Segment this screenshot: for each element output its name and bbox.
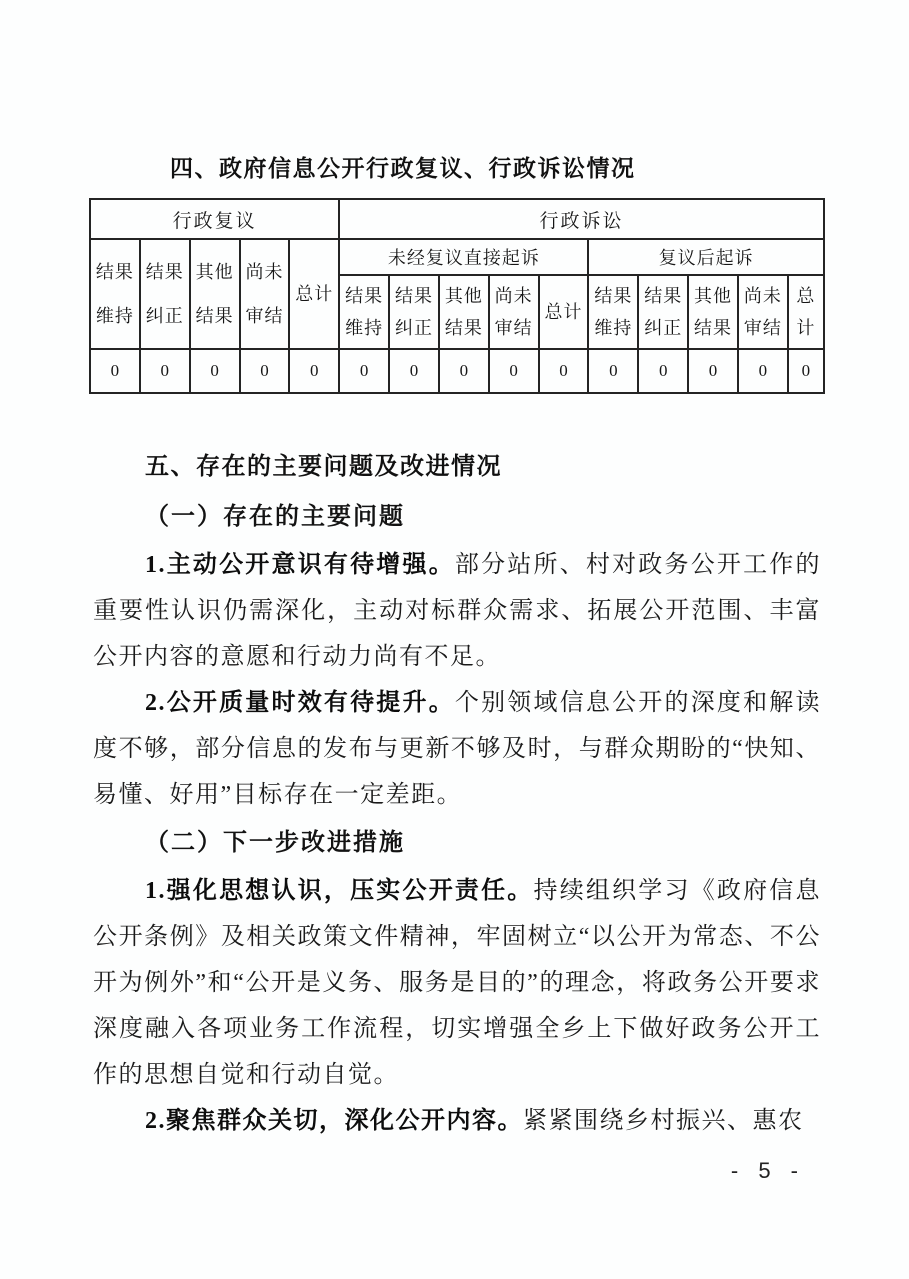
admin-review-litigation-table [89,198,825,394]
subgroup-header-direct-lawsuit: 未经复议直接起诉 [339,239,588,275]
paragraph-text: 部分站所、村对政务公开工作的重要性认识仍需深化，主动对标群众需求、拓展公开范围、丰富公开内容的意愿和行动力尚有不足。 [93,552,822,670]
col-header-result-corrected: 结果纠正 [638,275,688,349]
col-header-pending: 尚未审结 [489,275,539,349]
section5-title: 五、存在的主要问题及改进情况 [145,453,502,480]
col-header-other-result: 其他结果 [688,275,738,349]
table-value-cell: 0 [588,349,638,393]
paragraph [93,680,821,818]
table-value-cell: 0 [439,349,489,393]
section4-title: 四、政府信息公开行政复议、行政诉讼情况 [170,155,636,181]
col-header-result-corrected: 结果纠正 [389,275,439,349]
table-value-cell: 0 [240,349,290,393]
table-row-subgroups [90,239,824,275]
col-header-pending: 尚未审结 [738,275,788,349]
col-header-result-upheld: 结果维持 [588,275,638,349]
col-header-result-corrected: 结果纠正 [140,239,190,349]
table-value-cell: 0 [190,349,240,393]
col-header-total: 总计 [788,275,824,349]
col-header-result-upheld: 结果维持 [339,275,389,349]
paragraph-bold-lead: 1.主动公开意识有待增强。 [145,552,455,578]
paragraph-bold-lead: 1.强化思想认识，压实公开责任。 [145,878,534,904]
page-number: - 5 - [730,1158,805,1183]
group-header-reconsideration: 行政复议 [90,199,339,239]
table-value-cell: 0 [339,349,389,393]
paragraph-text: 持续组织学习《政府信息公开条例》及相关政策文件精神，牢固树立“以公开为常态、不公开为例外”和“公开是义务、服务是目的”的理念，将政务公开要求深度融入各项业务工作流程，切实增强全乡上下做好政务公开工作的思想自觉和行动自觉。 [93,878,821,1088]
table-value-cell: 0 [539,349,589,393]
table-value-cell: 0 [738,349,788,393]
table-value-cell: 0 [688,349,738,393]
col-header-total: 总计 [539,275,589,349]
col-header-pending: 尚未审结 [240,239,290,349]
subgroup-header-after-review-lawsuit: 复议后起诉 [588,239,823,275]
table-value-cell: 0 [289,349,339,393]
paragraph-bold-lead: 2.公开质量时效有待提升。 [145,690,455,716]
table-value-cell: 0 [90,349,140,393]
paragraph [93,542,821,680]
table-value-cell: 0 [389,349,439,393]
table-value-cell: 0 [489,349,539,393]
section5-sub1-title: （一）存在的主要问题 [145,504,405,530]
col-header-other-result: 其他结果 [190,239,240,349]
table-value-cell: 0 [638,349,688,393]
paragraph [93,868,821,1098]
col-header-total: 总计 [289,239,339,349]
table-value-cell: 0 [788,349,824,393]
paragraph-text: 紧紧围绕乡村振兴、惠农 [523,1108,804,1134]
col-header-other-result: 其他结果 [439,275,489,349]
paragraph-text: 个别领域信息公开的深度和解读度不够，部分信息的发布与更新不够及时，与群众期盼的“快知、易懂、好用”目标存在一定差距。 [93,690,822,808]
table-row-groups [90,199,824,239]
table-row-values [90,349,824,393]
section5-sub2-title: （二）下一步改进措施 [145,830,405,856]
paragraph [93,1098,821,1144]
paragraph-bold-lead: 2.聚焦群众关切，深化公开内容。 [145,1108,523,1134]
table-value-cell: 0 [140,349,190,393]
col-header-result-upheld: 结果维持 [90,239,140,349]
group-header-litigation: 行政诉讼 [339,199,824,239]
